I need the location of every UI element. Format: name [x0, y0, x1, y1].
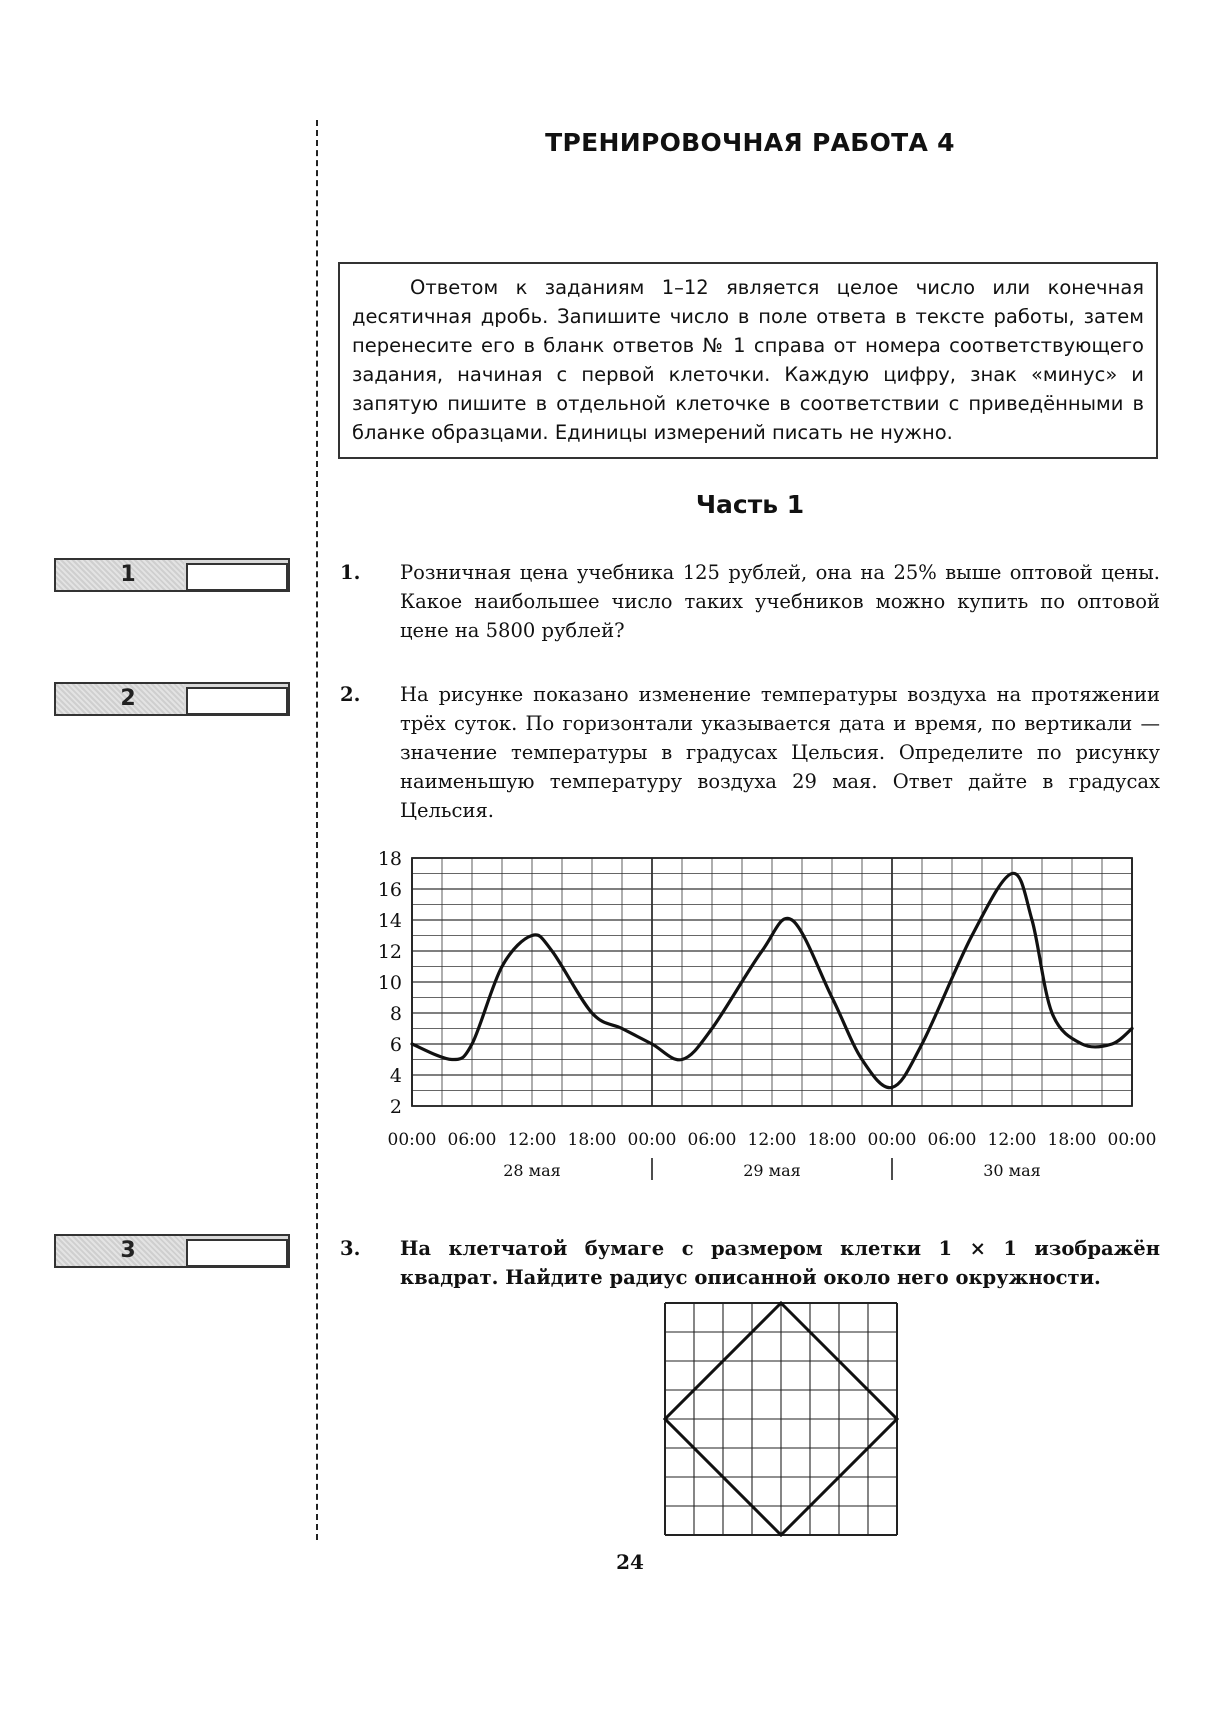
instructions-box: Ответом к заданиям 1–12 является целое число или конечная десятичная дробь. Запишите число в поле ответа в тексте работы, затем перенесите его в бланк ответов № 1 справа от номера соответствующего задания, начиная с первой клеточки. Каждую цифру, знак «минус» и запятую пишите в отдельной клеточке в соответствии с приведёнными в бланке образцами. Единицы измерений писать не нужно. — [338, 262, 1158, 459]
square-grid-figure — [662, 1300, 900, 1538]
x-tick-label: 12:00 — [507, 1130, 557, 1150]
answer-box-3 — [54, 1234, 290, 1268]
temperature-chart — [360, 842, 1170, 1192]
task-number: 1. — [340, 561, 361, 584]
x-tick-label: 00:00 — [1107, 1130, 1157, 1150]
y-tick-label: 10 — [377, 972, 402, 994]
x-tick-label: 00:00 — [867, 1130, 917, 1150]
x-tick-label: 00:00 — [387, 1130, 437, 1150]
day-label: 28 мая — [503, 1161, 561, 1180]
day-label: 30 мая — [983, 1161, 1041, 1180]
page-number: 24 — [616, 1550, 644, 1574]
x-tick-label: 18:00 — [567, 1130, 617, 1150]
y-tick-label: 8 — [389, 1003, 402, 1025]
answer-box-number: 3 — [120, 1238, 136, 1263]
y-tick-label: 14 — [377, 910, 402, 932]
answer-field-1[interactable] — [186, 563, 288, 591]
answer-field-3[interactable] — [186, 1239, 288, 1267]
answer-field-2[interactable] — [186, 687, 288, 715]
x-tick-label: 06:00 — [927, 1130, 977, 1150]
y-tick-label: 16 — [377, 879, 402, 901]
y-tick-label: 12 — [377, 941, 402, 963]
x-tick-label: 12:00 — [987, 1130, 1037, 1150]
page-title: ТРЕНИРОВОЧНАЯ РАБОТА 4 — [545, 128, 955, 157]
y-tick-label: 4 — [389, 1065, 402, 1087]
x-tick-label: 18:00 — [807, 1130, 857, 1150]
x-tick-label: 06:00 — [687, 1130, 737, 1150]
task-text: На рисунке показано изменение температуры воздуха на протяжении трёх суток. По горизонтали указывается дата и время, по вертикали — значение температуры в градусах Цельсия. Определите по рисунку наименьшую температуру воздуха 29 мая. Ответ дайте в градусах Цельсия. — [400, 683, 1160, 822]
part-title: Часть 1 — [695, 490, 805, 519]
y-tick-label: 2 — [389, 1096, 402, 1118]
day-label: 29 мая — [743, 1161, 801, 1180]
x-tick-label: 18:00 — [1047, 1130, 1097, 1150]
task-1 — [340, 558, 1160, 645]
answer-box-number: 1 — [120, 562, 136, 587]
task-3 — [340, 1234, 1160, 1292]
task-text: На клетчатой бумаге с размером клетки 1 × 1 изображён квадрат. Найдите радиус описанной около него окружности. — [400, 1237, 1160, 1289]
x-tick-label: 00:00 — [627, 1130, 677, 1150]
x-tick-label: 06:00 — [447, 1130, 497, 1150]
y-tick-label: 6 — [389, 1034, 402, 1056]
task-2 — [340, 680, 1160, 825]
task-number: 2. — [340, 683, 361, 706]
x-tick-label: 12:00 — [747, 1130, 797, 1150]
task-text: Розничная цена учебника 125 рублей, она на 25% выше оптовой цены. Какое наибольшее число таких учебников можно купить по оптовой цене на 5800 рублей? — [400, 561, 1160, 642]
answer-box-number: 2 — [120, 686, 136, 711]
answer-box-1 — [54, 558, 290, 592]
task-number: 3. — [340, 1237, 361, 1260]
cut-line — [316, 120, 318, 1540]
y-tick-label: 18 — [377, 848, 402, 870]
answer-box-2 — [54, 682, 290, 716]
